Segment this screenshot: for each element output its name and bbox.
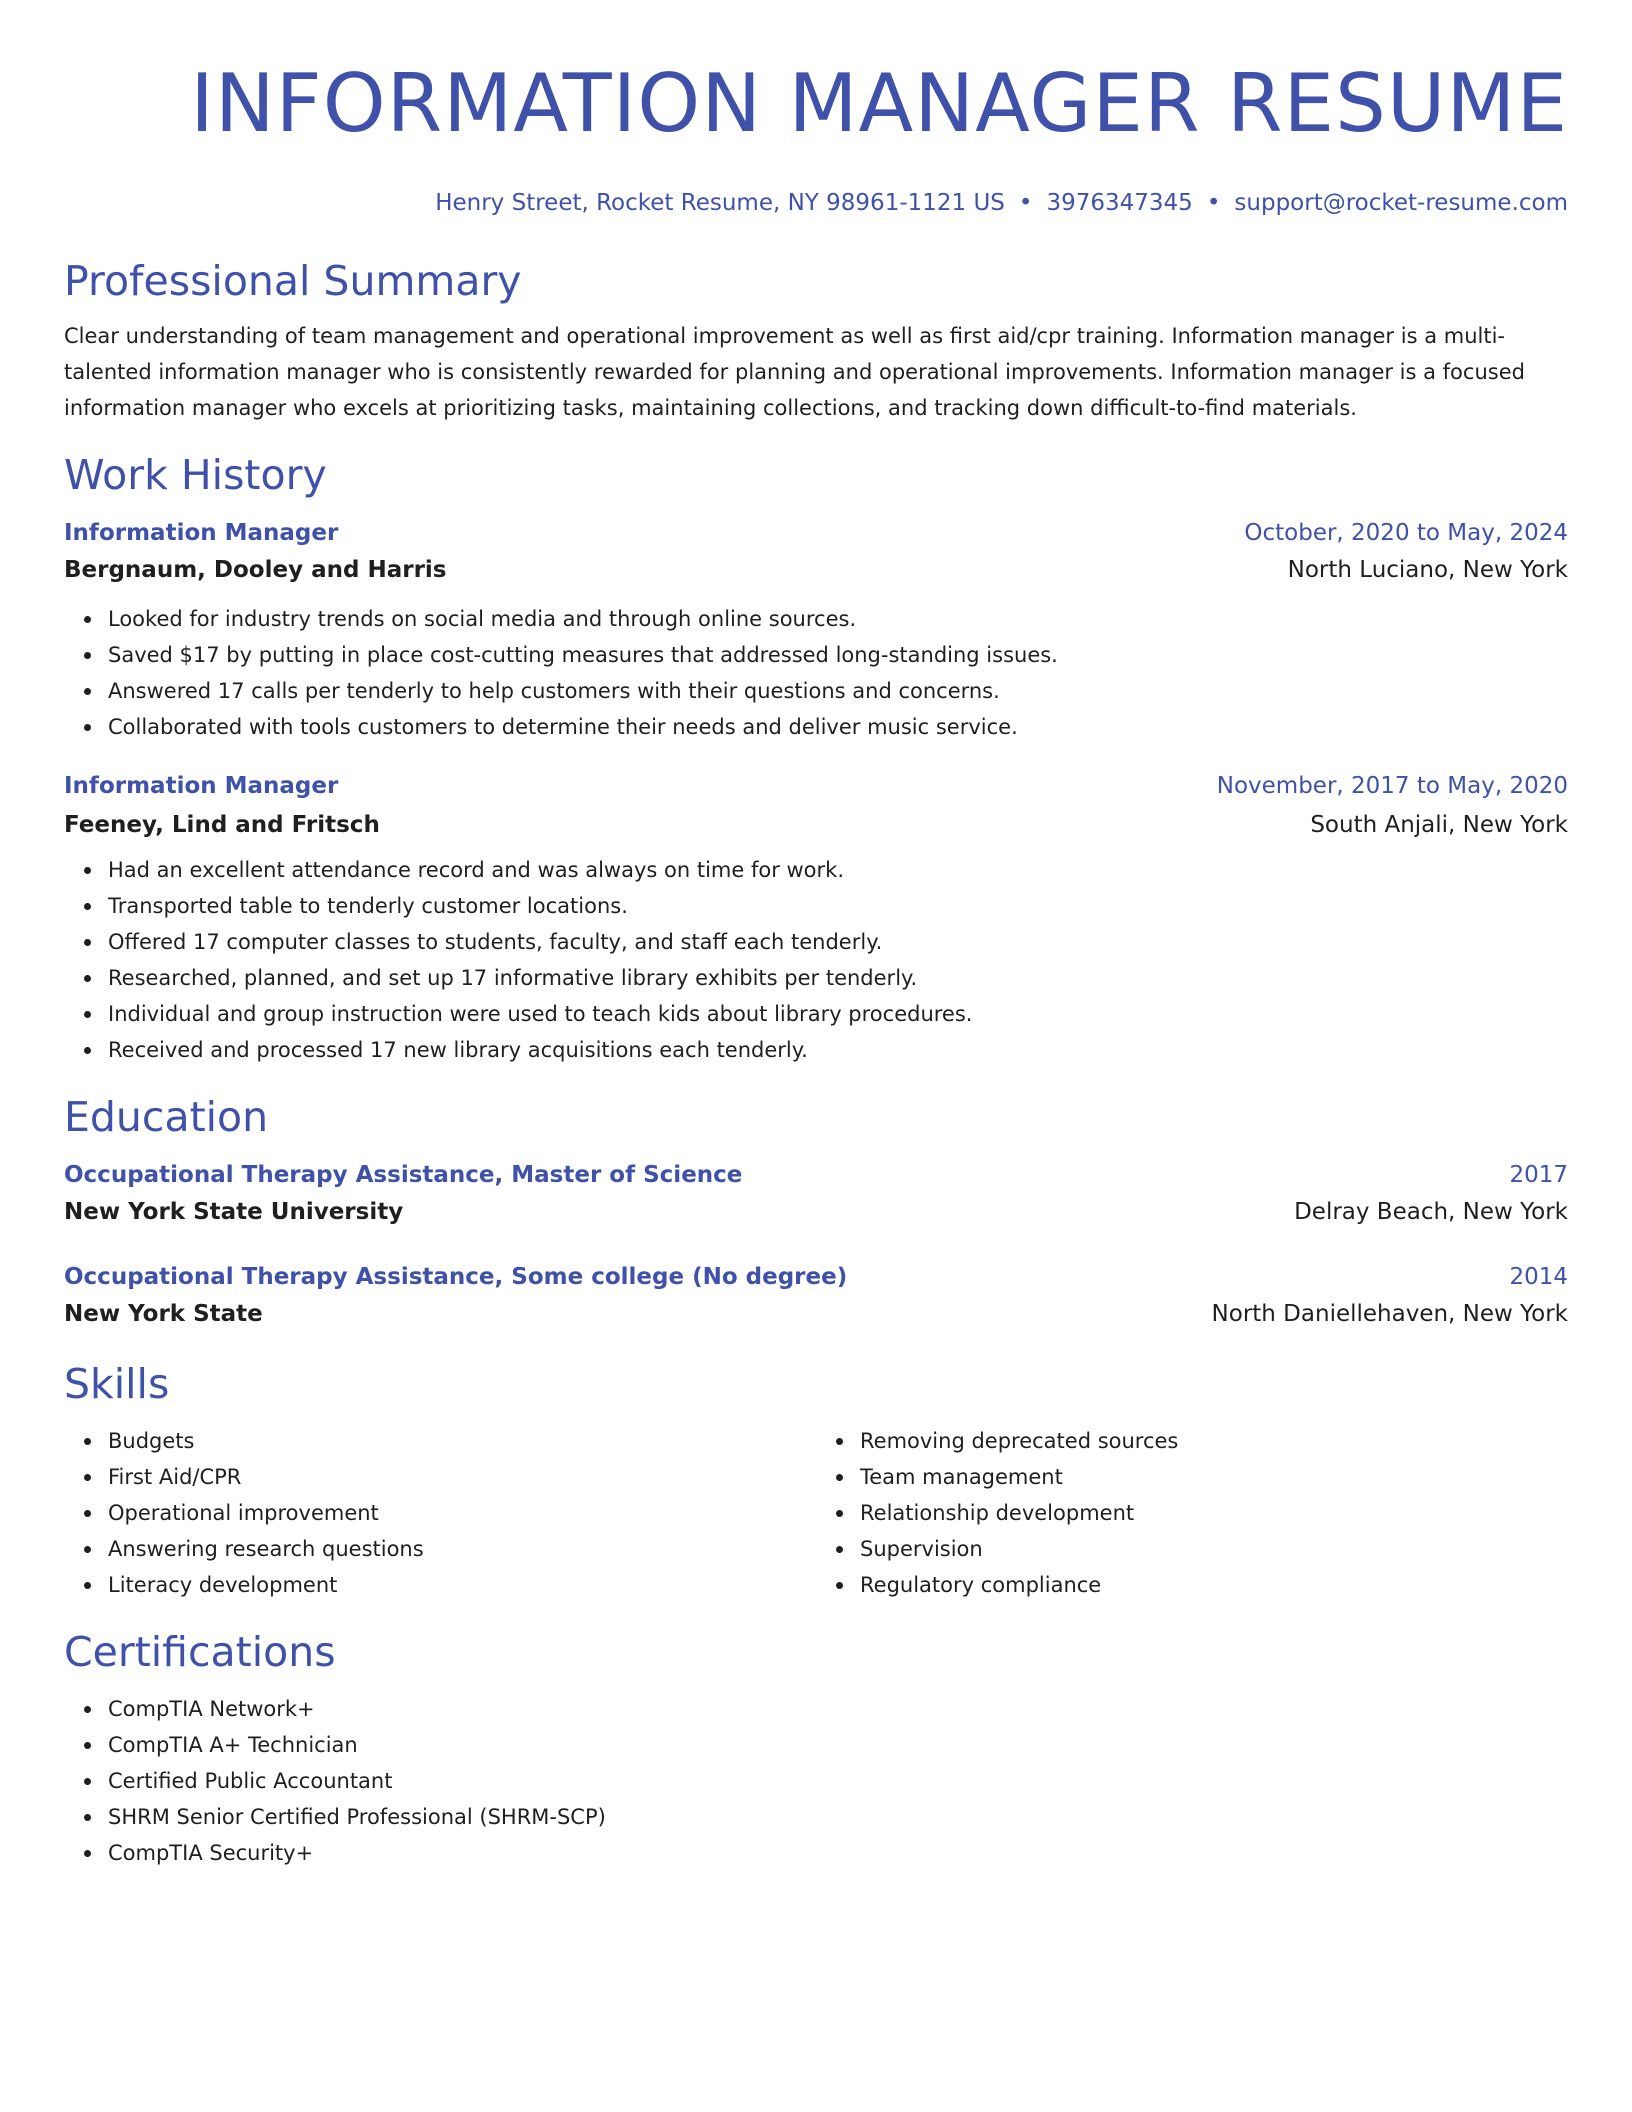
list-item: SHRM Senior Certified Professional (SHRM-SCP) (108, 1799, 1568, 1835)
job-bullets (64, 852, 1568, 1068)
education-school-row (64, 1197, 1568, 1227)
education-header-row (64, 1160, 1568, 1190)
skills-list-right (816, 1423, 1568, 1603)
list-item: CompTIA Security+ (108, 1835, 1568, 1871)
list-item: Relationship development (860, 1495, 1568, 1531)
job-company: Bergnaum, Dooley and Harris (64, 557, 447, 583)
section-title-skills: Skills (64, 1360, 170, 1408)
list-item: Researched, planned, and set up 17 informative library exhibits per tenderly. (108, 960, 1568, 996)
contact-separator: • (1018, 190, 1033, 216)
job-entry (64, 518, 1568, 745)
education-degree: Occupational Therapy Assistance, Master of Science (64, 1162, 743, 1188)
list-item: Operational improvement (108, 1495, 816, 1531)
list-item: Answered 17 calls per tenderly to help customers with their questions and concerns. (108, 673, 1568, 709)
list-item: Individual and group instruction were used to teach kids about library procedures. (108, 996, 1568, 1032)
job-location: North Luciano, New York (1287, 557, 1568, 583)
list-item: Regulatory compliance (860, 1567, 1568, 1603)
job-entry (64, 771, 1568, 1068)
contact-address: Henry Street, Rocket Resume, NY 98961-1121 US (435, 190, 1005, 216)
job-dates: November, 2017 to May, 2020 (1216, 773, 1568, 799)
section-title-work-history: Work History (64, 451, 327, 499)
education-school: New York State (64, 1301, 263, 1327)
resume-header (64, 56, 1568, 218)
list-item: Looked for industry trends on social media and through online sources. (108, 601, 1568, 637)
education-location: North Daniellehaven, New York (1211, 1301, 1568, 1327)
list-item: Collaborated with tools customers to determine their needs and deliver music service. (108, 709, 1568, 745)
contact-email: support@rocket-resume.com (1234, 190, 1568, 216)
contact-separator: • (1206, 190, 1221, 216)
education-location: Delray Beach, New York (1294, 1199, 1568, 1225)
skills-list-left (64, 1423, 816, 1603)
job-company-row (64, 810, 1568, 840)
education-entry (64, 1262, 1568, 1329)
list-item: Certified Public Accountant (108, 1763, 1568, 1799)
job-company: Feeney, Lind and Fritsch (64, 812, 380, 838)
job-company-row (64, 555, 1568, 585)
education-school-row (64, 1299, 1568, 1329)
list-item: First Aid/CPR (108, 1459, 816, 1495)
education-year: 2014 (1509, 1264, 1568, 1290)
section-title-summary: Professional Summary (64, 257, 522, 305)
list-item: Budgets (108, 1423, 816, 1459)
list-item: Removing deprecated sources (860, 1423, 1568, 1459)
summary-text: Clear understanding of team management and operational improvement as well as first aid/cpr training. Information manager is a multi-talented information manager who is consistently rewarded for planning and operational improvements. Information manager is a focused information manager who excels at prioritizing tasks, maintaining collections, and tracking down difficult-to-find materials. (64, 324, 1525, 420)
education-entry (64, 1160, 1568, 1227)
job-dates: October, 2020 to May, 2024 (1244, 520, 1568, 546)
education-degree: Occupational Therapy Assistance, Some college (No degree) (64, 1264, 848, 1290)
contact-phone: 3976347345 (1046, 190, 1193, 216)
list-item: Had an excellent attendance record and was always on time for work. (108, 852, 1568, 888)
section-title-certifications: Certifications (64, 1628, 336, 1676)
certifications-list (64, 1691, 1568, 1871)
list-item: Transported table to tenderly customer locations. (108, 888, 1568, 924)
job-location: South Anjali, New York (1310, 812, 1568, 838)
list-item: CompTIA Network+ (108, 1691, 1568, 1727)
job-header-row (64, 518, 1568, 548)
skills-section (64, 1359, 1568, 1603)
list-item: Literacy development (108, 1567, 816, 1603)
list-item: CompTIA A+ Technician (108, 1727, 1568, 1763)
resume-title: INFORMATION MANAGER RESUME (190, 57, 1568, 150)
job-header-row (64, 771, 1568, 801)
education-year: 2017 (1509, 1162, 1568, 1188)
education-school: New York State University (64, 1199, 404, 1225)
list-item: Supervision (860, 1531, 1568, 1567)
education-section (64, 1092, 1568, 1329)
summary-section (64, 256, 1568, 426)
job-role: Information Manager (64, 773, 339, 799)
certifications-section (64, 1627, 1568, 1871)
work-history-section (64, 450, 1568, 1068)
list-item: Answering research questions (108, 1531, 816, 1567)
job-role: Information Manager (64, 520, 339, 546)
job-bullets (64, 601, 1568, 745)
contact-line (64, 188, 1568, 218)
list-item: Received and processed 17 new library acquisitions each tenderly. (108, 1032, 1568, 1068)
list-item: Team management (860, 1459, 1568, 1495)
list-item: Saved $17 by putting in place cost-cutting measures that addressed long-standing issues. (108, 637, 1568, 673)
section-title-education: Education (64, 1093, 269, 1141)
education-header-row (64, 1262, 1568, 1292)
skills-columns (64, 1423, 1568, 1603)
list-item: Offered 17 computer classes to students, faculty, and staff each tenderly. (108, 924, 1568, 960)
